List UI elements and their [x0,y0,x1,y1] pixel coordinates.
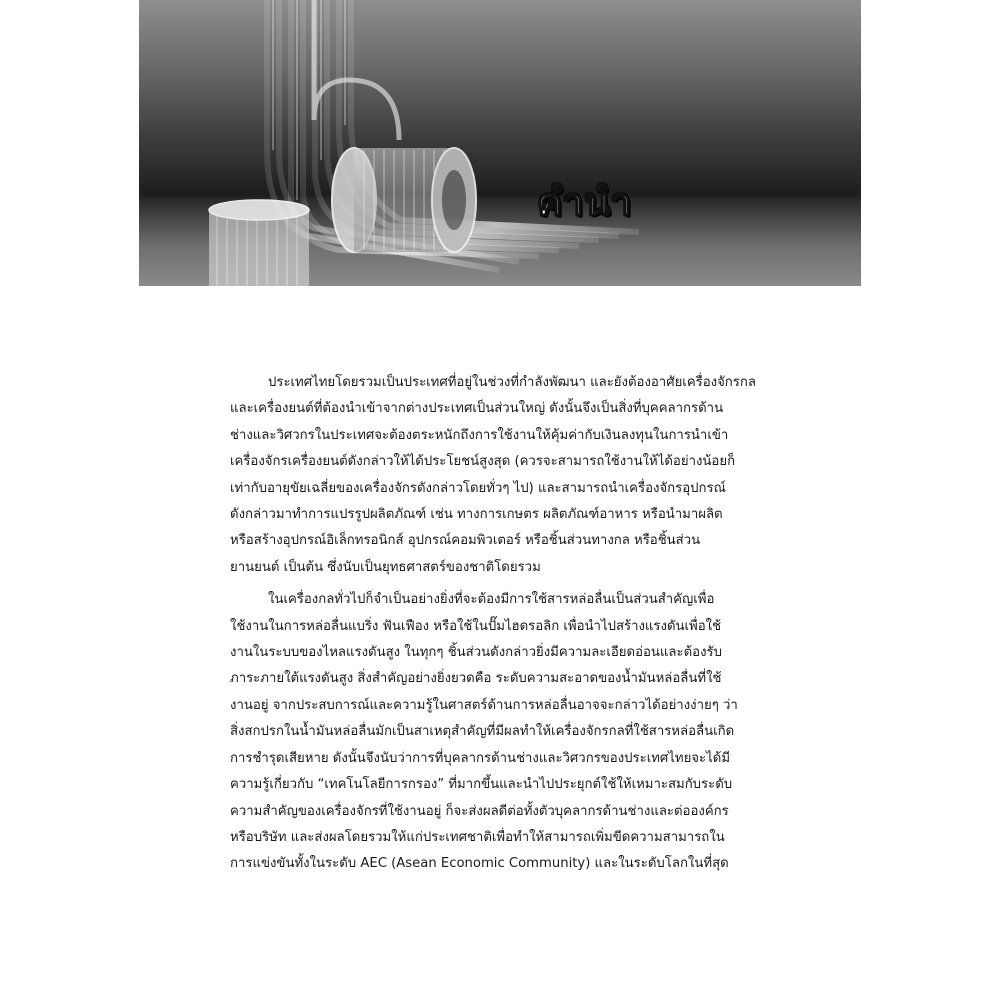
text-line: หรือบริษัท และส่งผลโดยรวมให้แก่ประเทศชาติเพื่อทำให้สามารถเพิ่มขีดความสามารถใน [230,829,725,845]
text-line: ความสำคัญของเครื่องจักรที่ใช้งานอยู่ ก็จะส่งผลดีต่อทั้งตัวบุคลากรด้านช่างและต่อองค์กร [230,803,729,819]
filter-cartridge-illustration [139,0,861,286]
text-line: สิ่งสกปรกในน้ำมันหล่อลื่นมักเป็นสาเหตุสำคัญที่มีผลทำให้เครื่องจักรกลที่ใช้สารหล่อลื่นเกิด [230,724,735,740]
text-line: หรือสร้างอุปกรณ์อิเล็กทรอนิกส์ อุปกรณ์คอมพิวเตอร์ หรือชิ้นส่วนทางกล หรือชิ้นส่วน [230,533,701,549]
text-line: เครื่องจักรเครื่องยนต์ดังกล่าวให้ได้ประโยชน์สูงสุด (ควรจะสามารถใช้งานให้ได้อย่างน้อยก็ [230,454,736,470]
text-line: ช่างและวิศวกรในประเทศจะต้องตระหนักถึงการใช้งานให้คุ้มค่ากับเงินลงทุนในการนำเข้า [230,427,729,443]
foreword-body [230,370,790,884]
text-line: ภาระภายใต้แรงดันสูง สิ่งสำคัญอย่างยิ่งยวดคือ ระดับความสะอาดของน้ำมันหล่อลื่นที่ใช้ [230,671,722,687]
text-line: ยานยนต์ เป็นต้น ซึ่งนับเป็นยุทธศาสตร์ของชาติโดยรวม [230,559,541,575]
text-line: การแข่งขันทั้งในระดับ AEC (Asean Economic Community) และในระดับโลกในที่สุด [230,856,729,872]
text-line: และเครื่องยนต์ที่ต้องนำเข้าจากต่างประเทศเป็นส่วนใหญ่ ดังนั้นจึงเป็นสิ่งที่บุคคลากรด้าน [230,401,724,417]
text-line: งานอยู่ จากประสบการณ์และความรู้ในศาสตร์ด้านการหล่อลื่นอาจจะกล่าวได้อย่างง่ายๆ ว่า [230,697,738,713]
text-line: ดังกล่าวมาทำการแปรรูปผลิตภัณฑ์ เช่น ทางการเกษตร ผลิตภัณฑ์อาหาร หรือนำมาผลิต [230,507,723,523]
text-line: ในเครื่องกลทั่วไปก็จำเป็นอย่างยิ่งที่จะต้องมีการใช้สารหล่อลื่นเป็นส่วนสำคัญเพื่อ [268,592,715,608]
page-title: คำนำ [537,180,633,224]
paragraph-2 [230,587,790,877]
text-line: งานในระบบของไหลแรงดันสูง ในทุกๆ ชิ้นส่วนดังกล่าวยิ่งมีความละเอียดอ่อนและต้องรับ [230,645,722,661]
text-line: ความรู้เกี่ยวกับ “เทคโนโลยีการกรอง” ที่มากขึ้นและนำไปประยุกต์ใช้ให้เหมาะสมกับระดับ [230,777,733,793]
text-line: ประเทศไทยโดยรวมเป็นประเทศที่อยู่ในช่วงที่กำลังพัฒนา และยังต้องอาศัยเครื่องจักรกล [268,375,756,390]
header-banner [139,0,861,286]
text-line: การชำรุดเสียหาย ดังนั้นจึงนับว่าการที่บุคลากรด้านช่างและวิศวกรของประเทศไทยจะได้มี [230,750,731,766]
text-line: เท่ากับอายุขัยเฉลี่ยของเครื่องจักรดังกล่าวโดยทั่วๆ ไป) และสามารถนำเครื่องจักรอุปกรณ์ [230,480,726,496]
paragraph-1 [230,370,790,581]
text-line: ใช้งานในการหล่อลื่นแบริ่ง ฟันเฟือง หรือใช้ในปั๊มไฮดรอลิก เพื่อนำไปสร้างแรงดันเพื่อใช้ [230,618,722,634]
